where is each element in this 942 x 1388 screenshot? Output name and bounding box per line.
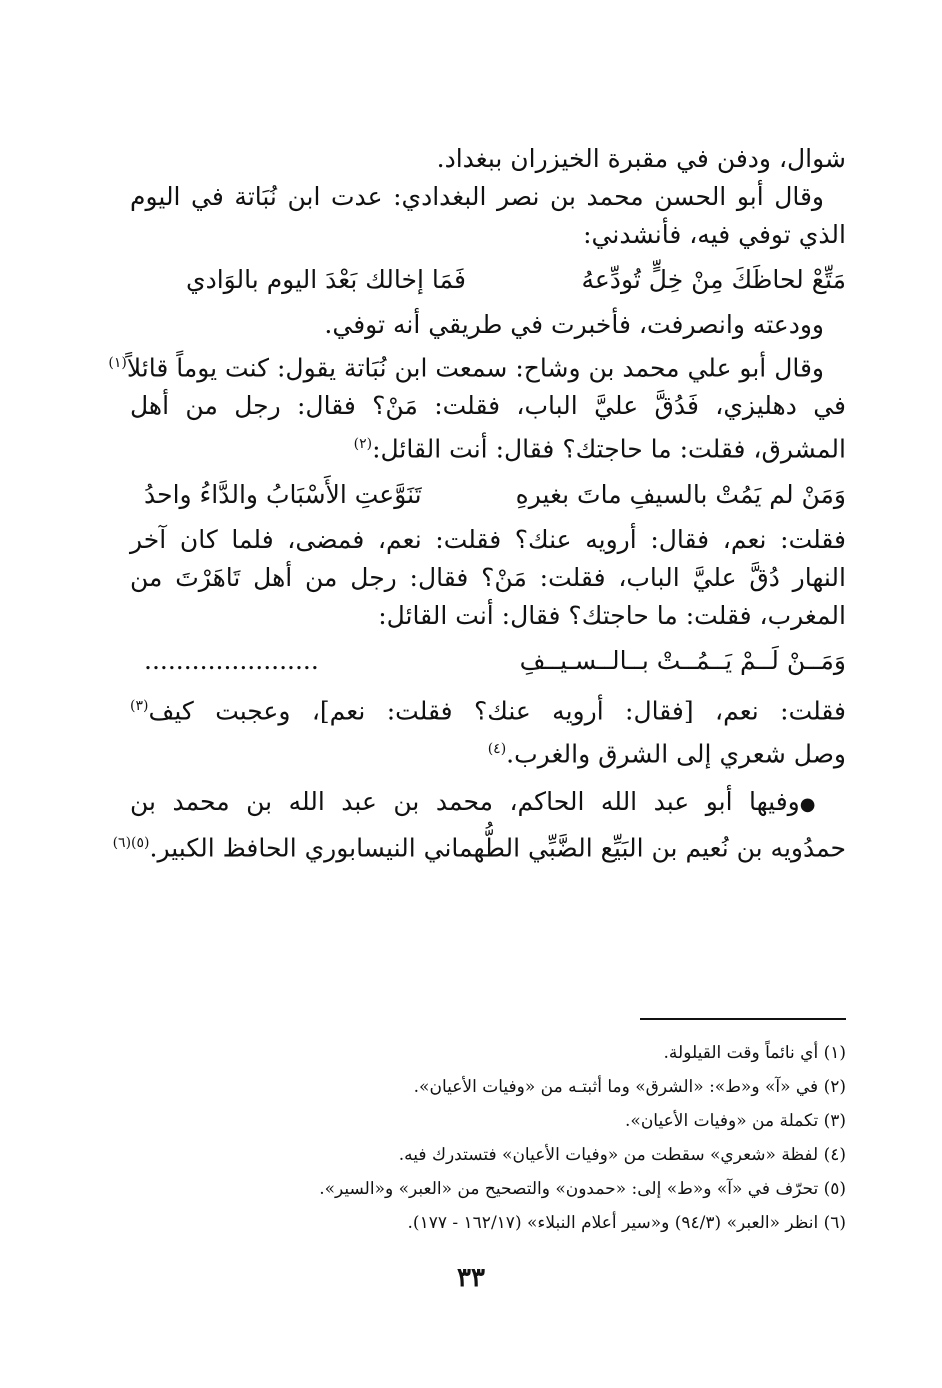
verse-1-hemistich-2: فَمَا إخالك بَعْدَ اليوم بالوَادي (186, 265, 466, 294)
text-line-12 (130, 730, 846, 773)
footnote-6: (٦) انظر «العبر» (٩٤/٣) و«سير أعلام النبلاء» (١٦٢/١٧ - ١٧٧). (407, 1213, 846, 1233)
footnote-3: (٣) تكملة من «وفيات الأعيان». (625, 1111, 846, 1131)
text-line-11-body: فقلت: نعم، [فقال: أرويه عنك؟ فقلت: نعم]، وعجبت كيف (148, 695, 846, 725)
verse-1-hemistich-1: مَتِّعْ لحاظَكَ مِنْ خِلٍّ تُودِّعهُ (581, 265, 846, 294)
footnote-marker-6: (٦) (112, 835, 132, 852)
footnote-marker-4: (٤) (487, 740, 507, 757)
footnotes (130, 1036, 846, 1240)
text-line-7 (130, 425, 846, 468)
verse-2 (130, 475, 846, 515)
text-line-13 (130, 783, 846, 824)
bullet-icon: ● (799, 794, 824, 816)
footnote-marker-5: (٥) (131, 835, 150, 852)
text-line-5 (108, 344, 846, 387)
text-line-10: المغرب، فقلت: ما حاجتك؟ فقال: أنت القائل: (378, 600, 846, 630)
text-line-7-body: المشرق، فقلت: ما حاجتك؟ فقال: أنت القائل: (372, 434, 846, 464)
text-line-11 (130, 687, 846, 730)
text-line-13-body: وفيها أبو عبد الله الحاكم، محمد بن عبد الله بن محمد بن (130, 787, 800, 817)
verse-3 (130, 641, 846, 681)
verse-3-ellipsis: ...................... (144, 645, 319, 675)
verse-2-hemistich-2: تَنَوَّعتِ الأَسْبَابُ والدَّاءُ واحدُ (144, 479, 422, 509)
text-line-8: فقلت: نعم، فقال: أرويه عنك؟ فقلت: نعم، فمضى، فلما كان آخر (130, 524, 846, 554)
text-line-1: شوال، ودفن في مقبرة الخيزران ببغداد. (436, 144, 846, 173)
text-line-9: النهار دُقَّ عليَّ الباب، فقلت: مَنْ؟ فقال: رجل من أهل تَاهَرْتَ من (130, 562, 846, 592)
main-text (108, 140, 846, 868)
text-line-14 (112, 824, 846, 867)
footnote-1: (١) أي نائماً وقت القيلولة. (663, 1043, 846, 1063)
text-line-3: الذي توفي فيه، فأنشدني: (583, 220, 846, 249)
entry-block (112, 783, 846, 867)
footnote-2: (٢) في «آ» و«ط»: «الشرق» وما أثبتـه من «وفيات الأعيان». (413, 1077, 846, 1097)
text-line-6: في دهليزي، فَدُقَّ عليَّ الباب، فقلت: مَنْ؟ فقال: رجل من أهل (130, 391, 846, 421)
footnote-4: (٤) لفظة «شعري» سقطت من «وفيات الأعيان» فتستدرك فيه. (398, 1145, 846, 1165)
verse-1 (130, 260, 846, 300)
text-line-5-body: وقال أبو علي محمد بن وشاح: سمعت ابن نُبَاتة يقول: كنت يوماً قائلاً (126, 353, 824, 383)
footnote-marker-1: (١) (108, 355, 127, 371)
text-line-2: وقال أبو الحسن محمد بن نصر البغدادي: عدت ابن نُبَاتة في اليوم (130, 182, 824, 211)
footnote-marker-3: (٣) (130, 697, 149, 714)
verse-2-hemistich-1: وَمَنْ لم يَمُتْ بالسيفِ ماتَ بغيرهِ (515, 479, 846, 509)
footnote-marker-2: (٢) (353, 436, 373, 453)
verse-3-hemistich-1: وَمَــنْ لَــمْ يَــمُــتْ بــالــسـيــفِ (519, 645, 846, 675)
footnote-5: (٥) تحرّف في «آ» و«ط» إلى: «حمدون» والتصحيح من «العبر» و«السير». (319, 1179, 846, 1199)
text-line-14-body: حمدُويه بن نُعيم بن البَيِّع الضَّبِّي الطُّهماني النيسابوري الحافظ الكبير. (149, 833, 846, 863)
page-number: ٣٣ (457, 1263, 485, 1293)
text-line-4: وودعته وانصرفت، فأخبرت في طريقي أنه توفي. (324, 310, 824, 339)
footnote-divider (640, 1018, 846, 1020)
text-line-12-body: وصل شعري إلى الشرق والغرب. (506, 739, 846, 769)
